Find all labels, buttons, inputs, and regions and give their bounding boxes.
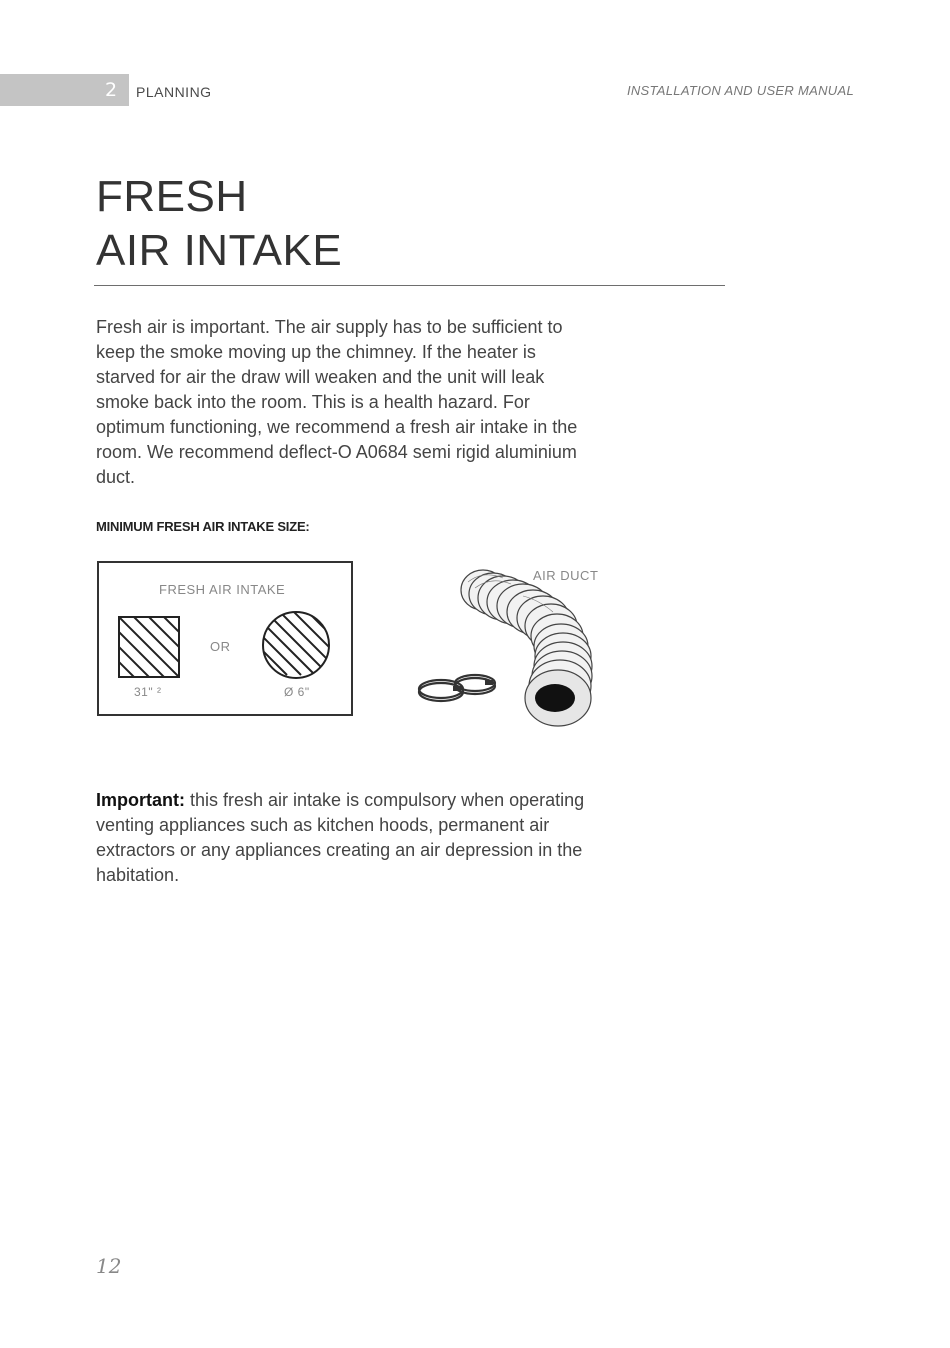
chapter-name: PLANNING — [136, 84, 212, 100]
fresh-air-intake-diagram — [97, 561, 353, 716]
page-title — [96, 170, 342, 278]
air-duct-label: AIR DUCT — [533, 568, 599, 583]
round-size-label: Ø 6" — [284, 685, 310, 699]
page-title-line-1: FRESH — [96, 172, 248, 221]
duct-opening — [535, 684, 575, 712]
square-intake-icon — [99, 617, 224, 677]
air-duct-illustration — [413, 560, 613, 740]
square-size-label: 31" ² — [134, 685, 162, 699]
manual-title: INSTALLATION AND USER MANUAL — [626, 83, 854, 98]
important-lead: Important: — [96, 790, 185, 810]
diagram-title: FRESH AIR INTAKE — [159, 582, 286, 597]
diagram-or-label: OR — [210, 639, 231, 654]
important-note — [96, 788, 596, 888]
section-subheading: MINIMUM FRESH AIR INTAKE SIZE: — [96, 519, 310, 534]
title-divider — [94, 285, 725, 286]
page-number: 12 — [96, 1254, 122, 1278]
round-intake-icon — [207, 595, 351, 678]
page-title-line-2: AIR INTAKE — [96, 226, 343, 275]
important-text: this fresh air intake is compulsory when operating venting appliances such as kitchen hoods, permanent air extractors or any appliances creating an air depression in the habitation. — [96, 790, 585, 885]
intro-paragraph: Fresh air is important. The air supply has to be sufficient to keep the smoke moving up the chimney. If the heater is starved for air the draw will weaken and the unit will leak smoke back into the room. This is a health hazard. For optimum functioning, we recommend a fresh air intake in the room. We recommend deflect-O A0684 semi rigid aluminium duct. — [96, 317, 578, 487]
chapter-number: 2 — [105, 79, 118, 101]
